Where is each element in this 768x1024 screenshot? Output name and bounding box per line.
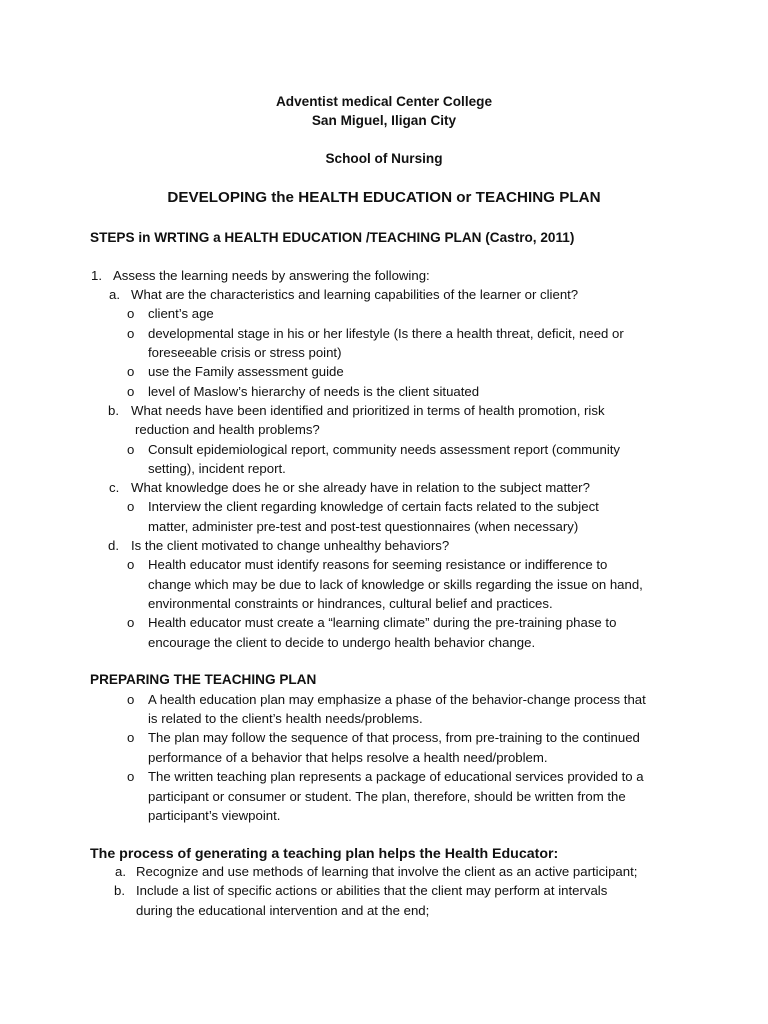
bullet-text: Interview the client regarding knowledge of certain facts related to the subject — [148, 499, 599, 514]
preparing-heading: PREPARING THE TEACHING PLAN — [90, 672, 317, 687]
bullet-text: level of Maslow’s hierarchy of needs is the client situated — [148, 384, 480, 399]
list-item: reduction and health problems? — [135, 422, 320, 437]
college-location: San Miguel, Iligan City — [311, 113, 457, 128]
bullet-text: The written teaching plan represents a package of educational services provided to a — [148, 769, 644, 784]
bullet-text: client’s age — [148, 306, 214, 321]
bullet-text: participant or consumer or student. The plan, therefore, should be written from the — [148, 789, 626, 804]
bullet-glyph: o — [127, 557, 135, 572]
document-title: DEVELOPING the HEALTH EDUCATION or TEACHING PLAN — [167, 189, 601, 206]
list-marker: b. — [114, 883, 125, 898]
bullet-glyph: o — [127, 326, 135, 341]
bullet-text: developmental stage in his or her lifestyle (Is there a health threat, deficit, need or — [148, 326, 624, 341]
list-item: What knowledge does he or she already have in relation to the subject matter? — [131, 480, 590, 495]
bullet-text: The plan may follow the sequence of that process, from pre-training to the continued — [148, 730, 640, 745]
bullet-text: encourage the client to decide to undergo health behavior change. — [148, 635, 536, 650]
school-name: School of Nursing — [325, 151, 443, 166]
bullet-text: Health educator must identify reasons for seeming resistance or indifference to — [148, 557, 608, 572]
bullet-glyph: o — [127, 384, 135, 399]
bullet-text: A health education plan may emphasize a phase of the behavior-change process that — [148, 692, 646, 707]
list-marker: a. — [109, 287, 120, 302]
bullet-glyph: o — [127, 769, 135, 784]
bullet-text: matter, administer pre-test and post-test questionnaires (when necessary) — [148, 519, 579, 534]
college-name: Adventist medical Center College — [275, 94, 493, 109]
bullet-glyph: o — [127, 442, 135, 457]
bullet-glyph: o — [127, 730, 135, 745]
bullet-text: foreseeable crisis or stress point) — [148, 345, 342, 360]
list-item: Is the client motivated to change unhealthy behaviors? — [131, 538, 450, 553]
bullet-text: participant’s viewpoint. — [148, 808, 281, 823]
bullet-glyph: o — [127, 499, 135, 514]
bullet-glyph: o — [127, 364, 135, 379]
list-item: Assess the learning needs by answering the following: — [113, 268, 430, 283]
list-marker: b. — [108, 403, 119, 418]
list-item: Include a list of specific actions or abilities that the client may perform at intervals — [136, 883, 608, 898]
list-item: What needs have been identified and prioritized in terms of health promotion, risk — [131, 403, 605, 418]
bullet-glyph: o — [127, 306, 135, 321]
bullet-text: change which may be due to lack of knowledge or skills regarding the issue on hand, — [148, 577, 643, 592]
bullet-text: Consult epidemiological report, community needs assessment report (community — [148, 442, 621, 457]
list-item: during the educational intervention and at the end; — [136, 903, 430, 918]
list-item: What are the characteristics and learning capabilities of the learner or client? — [131, 287, 579, 302]
list-item: Recognize and use methods of learning that involve the client as an active participant; — [136, 864, 638, 879]
list-marker: d. — [108, 538, 119, 553]
bullet-text: setting), incident report. — [148, 461, 286, 476]
bullet-text: environmental constraints or hindrances, cultural belief and practices. — [148, 596, 553, 611]
steps-heading: STEPS in WRTING a HEALTH EDUCATION /TEACHING PLAN (Castro, 2011) — [90, 230, 575, 245]
list-marker: a. — [115, 864, 126, 879]
bullet-text: use the Family assessment guide — [148, 364, 344, 379]
list-marker: 1. — [91, 268, 102, 283]
bullet-text: Health educator must create a “learning climate” during the pre-training phase to — [148, 615, 617, 630]
bullet-glyph: o — [127, 615, 135, 630]
bullet-text: performance of a behavior that helps resolve a health need/problem. — [148, 750, 548, 765]
bullet-glyph: o — [127, 692, 135, 707]
list-marker: c. — [109, 480, 120, 495]
process-heading: The process of generating a teaching plan helps the Health Educator: — [90, 846, 559, 862]
bullet-text: is related to the client’s health needs/problems. — [148, 711, 423, 726]
